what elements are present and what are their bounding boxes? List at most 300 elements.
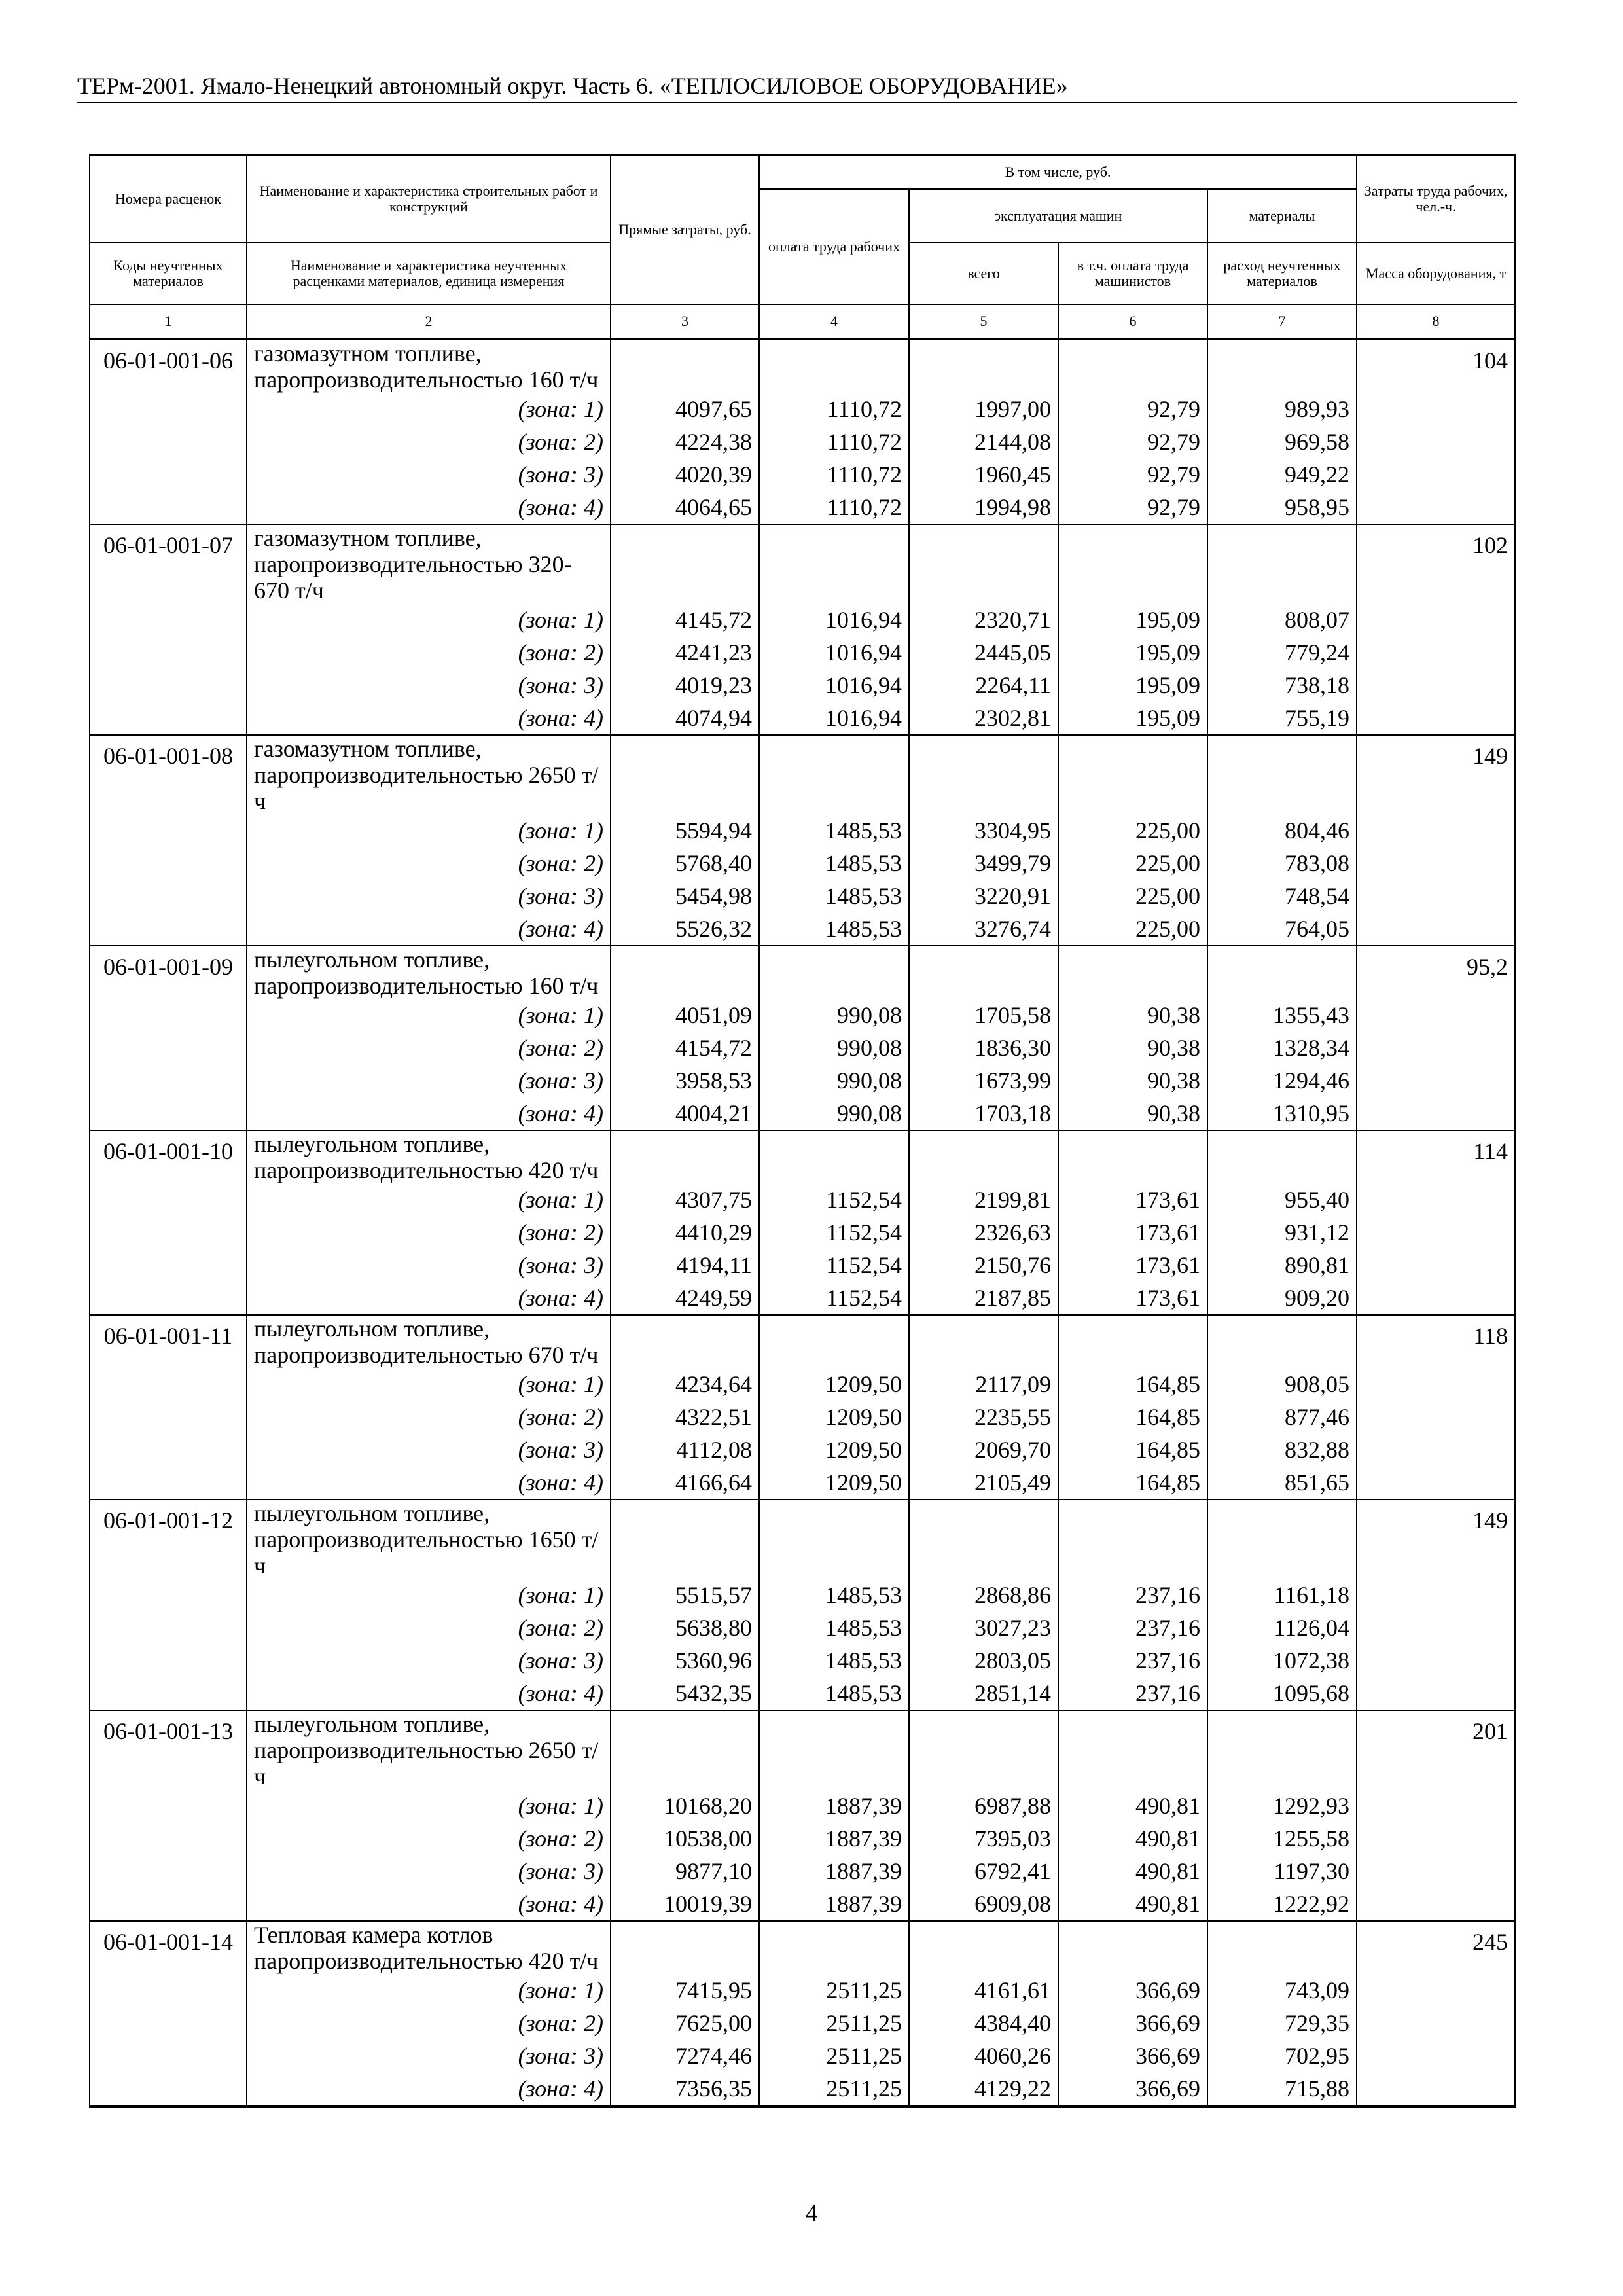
machinist-wages-value: 490,81 [1058, 1888, 1207, 1921]
header-direct-costs: Прямые затраты, руб. [611, 155, 759, 304]
header-rate-numbers: Номера расценок [90, 155, 247, 243]
wages-value: 1152,54 [759, 1282, 909, 1315]
direct-costs-value: 4097,65 [611, 393, 759, 425]
empty-cell [759, 1130, 909, 1183]
equipment-mass-value: 102 [1357, 524, 1515, 735]
zone-label: (зона: 3) [247, 669, 611, 702]
machines-total-value: 3276,74 [909, 912, 1058, 946]
direct-costs-value: 7625,00 [611, 2007, 759, 2039]
machinist-wages-value: 90,38 [1058, 1097, 1207, 1130]
zone-row [90, 1064, 1515, 1097]
machinist-wages-value: 195,09 [1058, 636, 1207, 669]
machinist-wages-value: 366,69 [1058, 2039, 1207, 2072]
zone-label: (зона: 1) [247, 999, 611, 1031]
wages-value: 1485,53 [759, 1677, 909, 1710]
column-number: 4 [759, 304, 909, 339]
direct-costs-value: 3958,53 [611, 1064, 759, 1097]
equipment-mass-value: 149 [1357, 1499, 1515, 1710]
empty-cell [1058, 1315, 1207, 1368]
rate-title-row [90, 1130, 1515, 1183]
wages-value: 1485,53 [759, 1644, 909, 1677]
wages-value: 1110,72 [759, 491, 909, 524]
direct-costs-value: 10168,20 [611, 1789, 759, 1822]
machines-total-value: 4161,61 [909, 1974, 1058, 2007]
direct-costs-value: 5526,32 [611, 912, 759, 946]
zone-row [90, 1677, 1515, 1710]
machines-total-value: 2235,55 [909, 1401, 1058, 1433]
zone-label: (зона: 3) [247, 1064, 611, 1097]
direct-costs-value: 5768,40 [611, 847, 759, 880]
machines-total-value: 2803,05 [909, 1644, 1058, 1677]
materials-value: 1310,95 [1207, 1097, 1357, 1130]
zone-label: (зона: 4) [247, 1677, 611, 1710]
zone-label: (зона: 2) [247, 1822, 611, 1855]
rate-code: 06-01-001-14 [90, 1921, 247, 2106]
rate-title: пылеугольном топливе, паропроизводительностью 160 т/ч [247, 946, 611, 999]
empty-cell [759, 524, 909, 603]
zone-row [90, 2039, 1515, 2072]
zone-label: (зона: 2) [247, 425, 611, 458]
zone-label: (зона: 3) [247, 1644, 611, 1677]
zone-row [90, 1401, 1515, 1433]
header-work-name: Наименование и характеристика строительных работ и конструкций [247, 155, 611, 243]
machines-total-value: 2868,86 [909, 1579, 1058, 1611]
page-header: ТЕРм-2001. Ямало-Ненецкий автономный округ. Часть 6. «ТЕПЛОСИЛОВОЕ ОБОРУДОВАНИЕ» [77, 72, 1517, 103]
machines-total-value: 2851,14 [909, 1677, 1058, 1710]
direct-costs-value: 4004,21 [611, 1097, 759, 1130]
zone-row [90, 1855, 1515, 1888]
materials-value: 1095,68 [1207, 1677, 1357, 1710]
empty-cell [909, 1499, 1058, 1579]
wages-value: 990,08 [759, 999, 909, 1031]
column-number: 1 [90, 304, 247, 339]
zone-label: (зона: 4) [247, 702, 611, 735]
empty-cell [759, 946, 909, 999]
zone-label: (зона: 4) [247, 1888, 611, 1921]
direct-costs-value: 4020,39 [611, 458, 759, 491]
materials-value: 1294,46 [1207, 1064, 1357, 1097]
direct-costs-value: 5360,96 [611, 1644, 759, 1677]
header-unaccounted-codes: Коды неучтенных материалов [90, 243, 247, 304]
wages-value: 1209,50 [759, 1368, 909, 1401]
rate-title-row [90, 946, 1515, 999]
empty-cell [1058, 1921, 1207, 1974]
header-materials: материалы [1207, 189, 1357, 243]
zone-row [90, 1974, 1515, 2007]
materials-value: 851,65 [1207, 1466, 1357, 1499]
zone-row [90, 702, 1515, 735]
empty-cell [1207, 1499, 1357, 1579]
empty-cell [611, 946, 759, 999]
empty-cell [909, 524, 1058, 603]
empty-cell [909, 1921, 1058, 1974]
machines-total-value: 1994,98 [909, 491, 1058, 524]
rate-title: пылеугольном топливе, паропроизводительностью 420 т/ч [247, 1130, 611, 1183]
rate-title: газомазутном топливе, паропроизводительностью 320-670 т/ч [247, 524, 611, 603]
wages-value: 1152,54 [759, 1183, 909, 1216]
empty-cell [759, 339, 909, 393]
rate-title-row [90, 1499, 1515, 1579]
direct-costs-value: 7415,95 [611, 1974, 759, 2007]
machinist-wages-value: 92,79 [1058, 425, 1207, 458]
materials-value: 1161,18 [1207, 1579, 1357, 1611]
machines-total-value: 3220,91 [909, 880, 1058, 912]
machines-total-value: 3027,23 [909, 1611, 1058, 1644]
machines-total-value: 6909,08 [909, 1888, 1058, 1921]
materials-value: 1328,34 [1207, 1031, 1357, 1064]
wages-value: 1016,94 [759, 669, 909, 702]
direct-costs-value: 4112,08 [611, 1433, 759, 1466]
empty-cell [1207, 1710, 1357, 1789]
wages-value: 1016,94 [759, 603, 909, 636]
wages-value: 1485,53 [759, 880, 909, 912]
empty-cell [1058, 1130, 1207, 1183]
zone-row [90, 1097, 1515, 1130]
wages-value: 1152,54 [759, 1249, 909, 1282]
rate-code: 06-01-001-09 [90, 946, 247, 1130]
zone-row [90, 491, 1515, 524]
zone-label: (зона: 3) [247, 880, 611, 912]
machines-total-value: 2320,71 [909, 603, 1058, 636]
rate-code: 06-01-001-08 [90, 735, 247, 946]
machinist-wages-value: 164,85 [1058, 1368, 1207, 1401]
wages-value: 1887,39 [759, 1888, 909, 1921]
materials-value: 715,88 [1207, 2072, 1357, 2106]
direct-costs-value: 4194,11 [611, 1249, 759, 1282]
equipment-mass-value: 245 [1357, 1921, 1515, 2106]
machinist-wages-value: 90,38 [1058, 999, 1207, 1031]
zone-row [90, 1611, 1515, 1644]
materials-value: 779,24 [1207, 636, 1357, 669]
header-including: В том числе, руб. [759, 155, 1357, 189]
empty-cell [611, 1130, 759, 1183]
zone-row [90, 1216, 1515, 1249]
zone-row [90, 1822, 1515, 1855]
machinist-wages-value: 237,16 [1058, 1644, 1207, 1677]
machinist-wages-value: 195,09 [1058, 669, 1207, 702]
machinist-wages-value: 164,85 [1058, 1401, 1207, 1433]
wages-value: 2511,25 [759, 1974, 909, 2007]
empty-cell [1058, 339, 1207, 393]
zone-row [90, 1433, 1515, 1466]
empty-cell [611, 1710, 759, 1789]
rate-title-row [90, 1921, 1515, 1974]
empty-cell [1058, 524, 1207, 603]
machinist-wages-value: 90,38 [1058, 1031, 1207, 1064]
materials-value: 702,95 [1207, 2039, 1357, 2072]
zone-label: (зона: 2) [247, 1216, 611, 1249]
equipment-mass-value: 104 [1357, 339, 1515, 524]
machines-total-value: 1703,18 [909, 1097, 1058, 1130]
direct-costs-value: 4234,64 [611, 1368, 759, 1401]
materials-value: 949,22 [1207, 458, 1357, 491]
equipment-mass-value: 201 [1357, 1710, 1515, 1921]
materials-value: 832,88 [1207, 1433, 1357, 1466]
wages-value: 1887,39 [759, 1789, 909, 1822]
zone-row [90, 636, 1515, 669]
machines-total-value: 7395,03 [909, 1822, 1058, 1855]
machinist-wages-value: 195,09 [1058, 702, 1207, 735]
machines-total-value: 4060,26 [909, 2039, 1058, 2072]
zone-label: (зона: 3) [247, 1249, 611, 1282]
empty-cell [611, 735, 759, 814]
zone-row [90, 2007, 1515, 2039]
wages-value: 1209,50 [759, 1466, 909, 1499]
zone-label: (зона: 1) [247, 814, 611, 847]
machinist-wages-value: 164,85 [1058, 1466, 1207, 1499]
machinist-wages-value: 225,00 [1058, 880, 1207, 912]
zone-row [90, 1031, 1515, 1064]
rate-title-row [90, 1315, 1515, 1368]
zone-row [90, 912, 1515, 946]
machines-total-value: 4384,40 [909, 2007, 1058, 2039]
machines-total-value: 2326,63 [909, 1216, 1058, 1249]
zone-label: (зона: 2) [247, 1401, 611, 1433]
machinist-wages-value: 173,61 [1058, 1183, 1207, 1216]
machinist-wages-value: 237,16 [1058, 1579, 1207, 1611]
direct-costs-value: 4322,51 [611, 1401, 759, 1433]
machines-total-value: 1836,30 [909, 1031, 1058, 1064]
materials-value: 808,07 [1207, 603, 1357, 636]
machines-total-value: 2105,49 [909, 1466, 1058, 1499]
rate-code: 06-01-001-11 [90, 1315, 247, 1499]
equipment-mass-value: 95,2 [1357, 946, 1515, 1130]
machines-total-value: 6987,88 [909, 1789, 1058, 1822]
empty-cell [759, 1499, 909, 1579]
empty-cell [759, 1710, 909, 1789]
wages-value: 1209,50 [759, 1433, 909, 1466]
materials-value: 877,46 [1207, 1401, 1357, 1433]
direct-costs-value: 5594,94 [611, 814, 759, 847]
zone-label: (зона: 1) [247, 603, 611, 636]
wages-value: 1016,94 [759, 702, 909, 735]
zone-label: (зона: 3) [247, 2039, 611, 2072]
machines-total-value: 2302,81 [909, 702, 1058, 735]
zone-row [90, 880, 1515, 912]
direct-costs-value: 4166,64 [611, 1466, 759, 1499]
zone-label: (зона: 4) [247, 2072, 611, 2106]
machinist-wages-value: 90,38 [1058, 1064, 1207, 1097]
rate-code: 06-01-001-13 [90, 1710, 247, 1921]
rate-title: пылеугольном топливе, паропроизводительностью 1650 т/ч [247, 1499, 611, 1579]
rate-title-row [90, 524, 1515, 603]
empty-cell [909, 1710, 1058, 1789]
column-number: 6 [1058, 304, 1207, 339]
rate-title-row [90, 1710, 1515, 1789]
empty-cell [909, 946, 1058, 999]
direct-costs-value: 4241,23 [611, 636, 759, 669]
direct-costs-value: 4249,59 [611, 1282, 759, 1315]
machines-total-value: 1705,58 [909, 999, 1058, 1031]
rate-title: газомазутном топливе, паропроизводительностью 2650 т/ч [247, 735, 611, 814]
direct-costs-value: 10538,00 [611, 1822, 759, 1855]
column-number: 7 [1207, 304, 1357, 339]
materials-value: 1072,38 [1207, 1644, 1357, 1677]
rate-title: пылеугольном топливе, паропроизводительностью 670 т/ч [247, 1315, 611, 1368]
wages-value: 1485,53 [759, 1611, 909, 1644]
zone-row [90, 1368, 1515, 1401]
direct-costs-value: 9877,10 [611, 1855, 759, 1888]
machinist-wages-value: 237,16 [1058, 1677, 1207, 1710]
zone-row [90, 1644, 1515, 1677]
materials-value: 958,95 [1207, 491, 1357, 524]
materials-value: 908,05 [1207, 1368, 1357, 1401]
wages-value: 990,08 [759, 1064, 909, 1097]
empty-cell [1058, 1710, 1207, 1789]
direct-costs-value: 5515,57 [611, 1579, 759, 1611]
materials-value: 1126,04 [1207, 1611, 1357, 1644]
empty-cell [611, 524, 759, 603]
empty-cell [1207, 339, 1357, 393]
column-number: 8 [1357, 304, 1515, 339]
wages-value: 1485,53 [759, 814, 909, 847]
rates-table [89, 154, 1516, 2108]
direct-costs-value: 7274,46 [611, 2039, 759, 2072]
machines-total-value: 2117,09 [909, 1368, 1058, 1401]
equipment-mass-value: 149 [1357, 735, 1515, 946]
machinist-wages-value: 490,81 [1058, 1822, 1207, 1855]
materials-value: 1355,43 [1207, 999, 1357, 1031]
column-number: 5 [909, 304, 1058, 339]
zone-label: (зона: 2) [247, 636, 611, 669]
materials-value: 755,19 [1207, 702, 1357, 735]
empty-cell [1207, 735, 1357, 814]
direct-costs-value: 10019,39 [611, 1888, 759, 1921]
zone-row [90, 1466, 1515, 1499]
wages-value: 1152,54 [759, 1216, 909, 1249]
wages-value: 1110,72 [759, 393, 909, 425]
header-equipment-mass: Масса оборудования, т [1357, 243, 1515, 304]
zone-row [90, 1888, 1515, 1921]
empty-cell [1207, 946, 1357, 999]
machinist-wages-value: 164,85 [1058, 1433, 1207, 1466]
machinist-wages-value: 366,69 [1058, 2007, 1207, 2039]
zone-row [90, 1183, 1515, 1216]
machines-total-value: 1673,99 [909, 1064, 1058, 1097]
header-machine-operation: эксплуатация машин [909, 189, 1207, 243]
zone-row [90, 669, 1515, 702]
rate-code: 06-01-001-06 [90, 339, 247, 524]
header-unaccounted-names: Наименование и характеристика неучтенных расценками материалов, единица измерения [247, 243, 611, 304]
materials-value: 1255,58 [1207, 1822, 1357, 1855]
machines-total-value: 2150,76 [909, 1249, 1058, 1282]
empty-cell [1058, 1499, 1207, 1579]
rate-title-row [90, 339, 1515, 393]
machines-total-value: 3499,79 [909, 847, 1058, 880]
zone-label: (зона: 3) [247, 1433, 611, 1466]
empty-cell [1207, 524, 1357, 603]
rate-code: 06-01-001-07 [90, 524, 247, 735]
rate-title: пылеугольном топливе, паропроизводительностью 2650 т/ч [247, 1710, 611, 1789]
machinist-wages-value: 173,61 [1058, 1216, 1207, 1249]
zone-row [90, 1249, 1515, 1282]
equipment-mass-value: 118 [1357, 1315, 1515, 1499]
materials-value: 729,35 [1207, 2007, 1357, 2039]
machinist-wages-value: 237,16 [1058, 1611, 1207, 1644]
wages-value: 1485,53 [759, 847, 909, 880]
empty-cell [759, 735, 909, 814]
materials-value: 764,05 [1207, 912, 1357, 946]
machines-total-value: 2144,08 [909, 425, 1058, 458]
zone-label: (зона: 1) [247, 1789, 611, 1822]
machinist-wages-value: 92,79 [1058, 393, 1207, 425]
machinist-wages-value: 225,00 [1058, 912, 1207, 946]
zone-row [90, 1789, 1515, 1822]
wages-value: 1485,53 [759, 912, 909, 946]
zone-row [90, 1282, 1515, 1315]
zone-row [90, 393, 1515, 425]
machinist-wages-value: 173,61 [1058, 1282, 1207, 1315]
wages-value: 1209,50 [759, 1401, 909, 1433]
materials-value: 743,09 [1207, 1974, 1357, 2007]
page-number: 4 [805, 2200, 818, 2227]
direct-costs-value: 4074,94 [611, 702, 759, 735]
direct-costs-value: 4064,65 [611, 491, 759, 524]
machinist-wages-value: 92,79 [1058, 491, 1207, 524]
materials-value: 1222,92 [1207, 1888, 1357, 1921]
empty-cell [611, 1315, 759, 1368]
machinist-wages-value: 92,79 [1058, 458, 1207, 491]
direct-costs-value: 4154,72 [611, 1031, 759, 1064]
machinist-wages-value: 195,09 [1058, 603, 1207, 636]
zone-label: (зона: 1) [247, 1974, 611, 2007]
zone-label: (зона: 3) [247, 1855, 611, 1888]
empty-cell [759, 1921, 909, 1974]
column-number: 3 [611, 304, 759, 339]
column-number: 2 [247, 304, 611, 339]
materials-value: 804,46 [1207, 814, 1357, 847]
machinist-wages-value: 225,00 [1058, 847, 1207, 880]
empty-cell [611, 1499, 759, 1579]
wages-value: 990,08 [759, 1031, 909, 1064]
rate-title-row [90, 735, 1515, 814]
empty-cell [759, 1315, 909, 1368]
zone-label: (зона: 1) [247, 1579, 611, 1611]
direct-costs-value: 7356,35 [611, 2072, 759, 2106]
zone-row [90, 999, 1515, 1031]
equipment-mass-value: 114 [1357, 1130, 1515, 1315]
materials-value: 955,40 [1207, 1183, 1357, 1216]
machines-total-value: 6792,41 [909, 1855, 1058, 1888]
wages-value: 2511,25 [759, 2072, 909, 2106]
empty-cell [909, 339, 1058, 393]
zone-label: (зона: 2) [247, 2007, 611, 2039]
zone-row [90, 603, 1515, 636]
machinist-wages-value: 490,81 [1058, 1789, 1207, 1822]
direct-costs-value: 4051,09 [611, 999, 759, 1031]
empty-cell [909, 1130, 1058, 1183]
wages-value: 2511,25 [759, 2039, 909, 2072]
machines-total-value: 1960,45 [909, 458, 1058, 491]
zone-row [90, 847, 1515, 880]
direct-costs-value: 5432,35 [611, 1677, 759, 1710]
zone-label: (зона: 3) [247, 458, 611, 491]
direct-costs-value: 4019,23 [611, 669, 759, 702]
zone-label: (зона: 4) [247, 1282, 611, 1315]
wages-value: 1110,72 [759, 425, 909, 458]
zone-label: (зона: 4) [247, 491, 611, 524]
wages-value: 1485,53 [759, 1579, 909, 1611]
machines-total-value: 2187,85 [909, 1282, 1058, 1315]
materials-value: 738,18 [1207, 669, 1357, 702]
direct-costs-value: 4145,72 [611, 603, 759, 636]
materials-value: 748,54 [1207, 880, 1357, 912]
empty-cell [909, 735, 1058, 814]
materials-value: 909,20 [1207, 1282, 1357, 1315]
header-machinist-wages: в т.ч. оплата труда машинистов [1058, 243, 1207, 304]
wages-value: 1887,39 [759, 1855, 909, 1888]
wages-value: 2511,25 [759, 2007, 909, 2039]
